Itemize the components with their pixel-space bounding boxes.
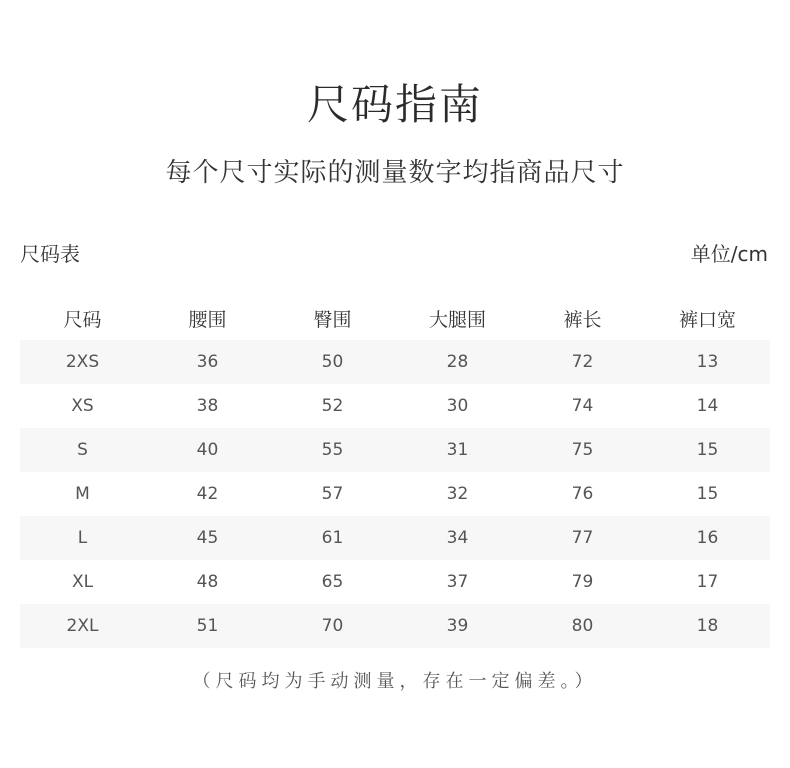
cell-pants-length: 79 bbox=[571, 572, 594, 592]
cell-leg-opening: 14 bbox=[696, 396, 719, 416]
measurement-footnote: （尺码均为手动测量，存在一定偏差。） bbox=[192, 671, 598, 692]
cell-size: L bbox=[77, 528, 88, 548]
cell-pants-length: 76 bbox=[571, 484, 594, 504]
table-row bbox=[20, 604, 770, 648]
cell-pants-length: 75 bbox=[571, 440, 594, 460]
cell-waist: 48 bbox=[196, 572, 219, 592]
header-size: 尺码 bbox=[63, 308, 102, 331]
cell-leg-opening: 18 bbox=[696, 616, 719, 636]
cell-waist: 51 bbox=[196, 616, 219, 636]
cell-waist: 42 bbox=[196, 484, 219, 504]
table-row bbox=[20, 340, 770, 384]
header-hip: 臀围 bbox=[313, 308, 352, 331]
cell-hip: 57 bbox=[321, 484, 344, 504]
cell-thigh: 32 bbox=[446, 484, 469, 504]
unit-label: 单位/cm bbox=[690, 242, 768, 266]
page-title: 尺码指南 bbox=[306, 80, 483, 129]
cell-thigh: 37 bbox=[446, 572, 469, 592]
cell-leg-opening: 16 bbox=[696, 528, 719, 548]
cell-pants-length: 72 bbox=[571, 352, 594, 372]
cell-waist: 40 bbox=[196, 440, 219, 460]
header-thigh: 大腿围 bbox=[428, 308, 486, 331]
cell-hip: 70 bbox=[321, 616, 344, 636]
cell-hip: 52 bbox=[321, 396, 344, 416]
cell-size: M bbox=[75, 484, 90, 504]
cell-leg-opening: 15 bbox=[696, 484, 719, 504]
cell-size: S bbox=[77, 440, 88, 460]
cell-thigh: 31 bbox=[446, 440, 469, 460]
cell-size: 2XS bbox=[65, 352, 100, 372]
table-header-row bbox=[20, 296, 770, 340]
size-table-label: 尺码表 bbox=[20, 242, 80, 266]
cell-hip: 50 bbox=[321, 352, 344, 372]
cell-waist: 38 bbox=[196, 396, 219, 416]
cell-thigh: 30 bbox=[446, 396, 469, 416]
cell-pants-length: 80 bbox=[571, 616, 594, 636]
cell-pants-length: 77 bbox=[571, 528, 594, 548]
cell-hip: 61 bbox=[321, 528, 344, 548]
cell-waist: 45 bbox=[196, 528, 219, 548]
table-row bbox=[20, 428, 770, 472]
cell-leg-opening: 13 bbox=[696, 352, 719, 372]
header-pants-length: 裤长 bbox=[563, 308, 602, 331]
cell-hip: 55 bbox=[321, 440, 344, 460]
table-row bbox=[20, 384, 770, 428]
page-subtitle: 每个尺寸实际的测量数字均指商品尺寸 bbox=[165, 158, 625, 188]
size-table bbox=[20, 296, 770, 648]
header-waist: 腰围 bbox=[188, 308, 227, 331]
cell-thigh: 28 bbox=[446, 352, 469, 372]
table-row bbox=[20, 472, 770, 516]
cell-thigh: 39 bbox=[446, 616, 469, 636]
cell-waist: 36 bbox=[196, 352, 219, 372]
cell-leg-opening: 15 bbox=[696, 440, 719, 460]
table-row bbox=[20, 560, 770, 604]
cell-size: XL bbox=[71, 572, 94, 592]
cell-hip: 65 bbox=[321, 572, 344, 592]
cell-thigh: 34 bbox=[446, 528, 469, 548]
cell-size: 2XL bbox=[66, 616, 99, 636]
cell-size: XS bbox=[71, 396, 94, 416]
header-leg-opening: 裤口宽 bbox=[678, 308, 736, 331]
cell-pants-length: 74 bbox=[571, 396, 594, 416]
cell-leg-opening: 17 bbox=[696, 572, 719, 592]
table-row bbox=[20, 516, 770, 560]
